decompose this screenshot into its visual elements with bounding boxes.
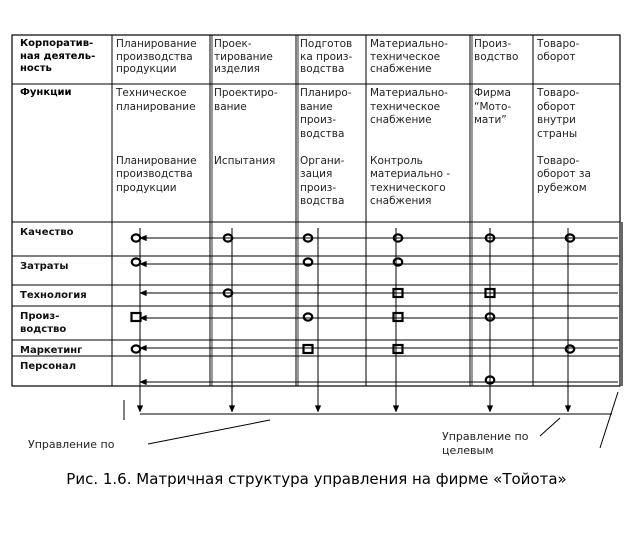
row-label: Персонал [20, 361, 77, 372]
arrow-head [487, 406, 493, 412]
arrow-head [315, 406, 321, 412]
figure-caption: Рис. 1.6. Матричная структура управления на фирме «Тойота» [66, 470, 567, 488]
circle-mark [566, 345, 574, 352]
functions-label: Функции [20, 87, 72, 98]
arrow-head [229, 406, 235, 412]
annotation-right: Управление по целевым [442, 430, 529, 457]
row-label: Произ- водство [20, 311, 67, 335]
circle-mark [132, 234, 140, 241]
arrow-head [393, 406, 399, 412]
circle-mark [394, 258, 402, 265]
square-mark [132, 313, 141, 321]
function-cell: Техническое планирование Планирование производства продукции [116, 87, 197, 194]
annotation-left: Управление по [28, 438, 115, 451]
circle-mark [132, 258, 140, 265]
row-label: Технология [20, 290, 87, 301]
column-header: Товаро- оборот [537, 38, 580, 63]
column-header: Подготов ка произ- водства [300, 38, 353, 75]
row-label: Затраты [20, 261, 69, 272]
row-label: Качество [20, 227, 74, 238]
arrow-head [565, 406, 571, 412]
column-header: Корпоратив- ная деятель- ность [20, 38, 96, 74]
circle-mark [304, 313, 312, 320]
column-header: Произ- водство [474, 38, 519, 63]
arrow-head [140, 379, 146, 385]
square-mark [304, 345, 313, 353]
leader-line-right [540, 418, 560, 436]
square-mark [394, 345, 403, 353]
function-cell: Фирма “Мото- мати” [474, 87, 512, 126]
circle-mark [304, 258, 312, 265]
leader-line-left [148, 420, 270, 444]
function-cell: Материально- техническое снабжение Контроль материально - технического снабжения [370, 87, 451, 207]
leader-line-far-right [600, 392, 618, 448]
function-cell: Товаро- оборот внутри страны Товаро- оборот за рубежом [537, 87, 591, 194]
row-label: Маркетинг [20, 345, 83, 356]
arrow-head [140, 290, 146, 296]
column-header: Проек- тирование изделия [214, 38, 273, 75]
column-header: Материально- техническое снабжение [370, 38, 448, 75]
arrow-head [137, 406, 143, 412]
function-cell: Проектиро- вание Испытания [214, 87, 278, 167]
square-mark [394, 313, 403, 321]
function-cell: Планиро- вание произ- водства Органи- зация произ- водства [300, 87, 352, 207]
column-header: Планирование производства продукции [116, 38, 197, 75]
circle-mark [132, 345, 140, 352]
